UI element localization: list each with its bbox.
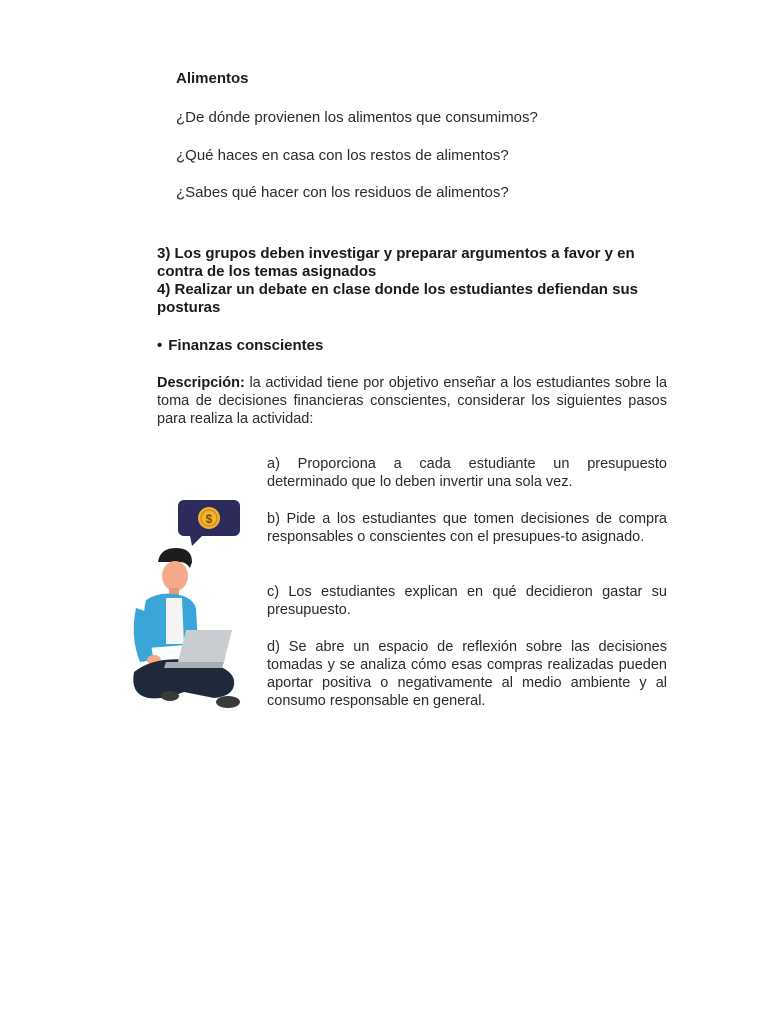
description-paragraph [157, 374, 667, 428]
activity-step-b: b) Pide a los estudiantes que tomen decisiones de compra responsables o conscientes con el presupues-to asignado. [267, 511, 667, 545]
description-text: la actividad tiene por objetivo enseñar a los estudiantes sobre la toma de decisiones financieras conscientes, considerar los siguientes pasos para realiza la actividad: [157, 375, 668, 427]
person-with-laptop-illustration [128, 496, 248, 718]
step-item: 4) Realizar un debate en clase donde los estudiantes defiendan sus posturas [157, 281, 638, 316]
food-question: ¿De dónde provienen los alimentos que consumimos? [176, 109, 538, 126]
activity-step-d: d) Se abre un espacio de reflexión sobre las decisiones tomadas y se analiza cómo esas compras realizadas pueden aportar positiva o negativamente al medio ambiente y al consumo responsable en general. [267, 639, 667, 709]
section-title-finanzas [157, 337, 323, 354]
description-label: Descripción: [157, 375, 245, 391]
coin-icon: $ [205, 512, 213, 526]
bullet: • [157, 337, 163, 354]
steps-list [157, 245, 669, 317]
section-title-text: Finanzas conscientes [168, 337, 324, 354]
step-item: 3) Los grupos deben investigar y preparar argumentos a favor y en contra de los temas asignados [157, 245, 635, 280]
activity-step-c: c) Los estudiantes explican en qué decidieron gastar su presupuesto. [267, 584, 667, 618]
food-question: ¿Qué haces en casa con los restos de alimentos? [176, 147, 509, 164]
speech-bubble-icon [178, 500, 240, 546]
section-title-alimentos: Alimentos [176, 70, 249, 87]
person-icon [133, 548, 240, 708]
food-question: ¿Sabes qué hacer con los residuos de alimentos? [176, 184, 509, 201]
activity-step-a: a) Proporciona a cada estudiante un presupuesto determinado que lo deben invertir una sola vez. [267, 456, 667, 490]
